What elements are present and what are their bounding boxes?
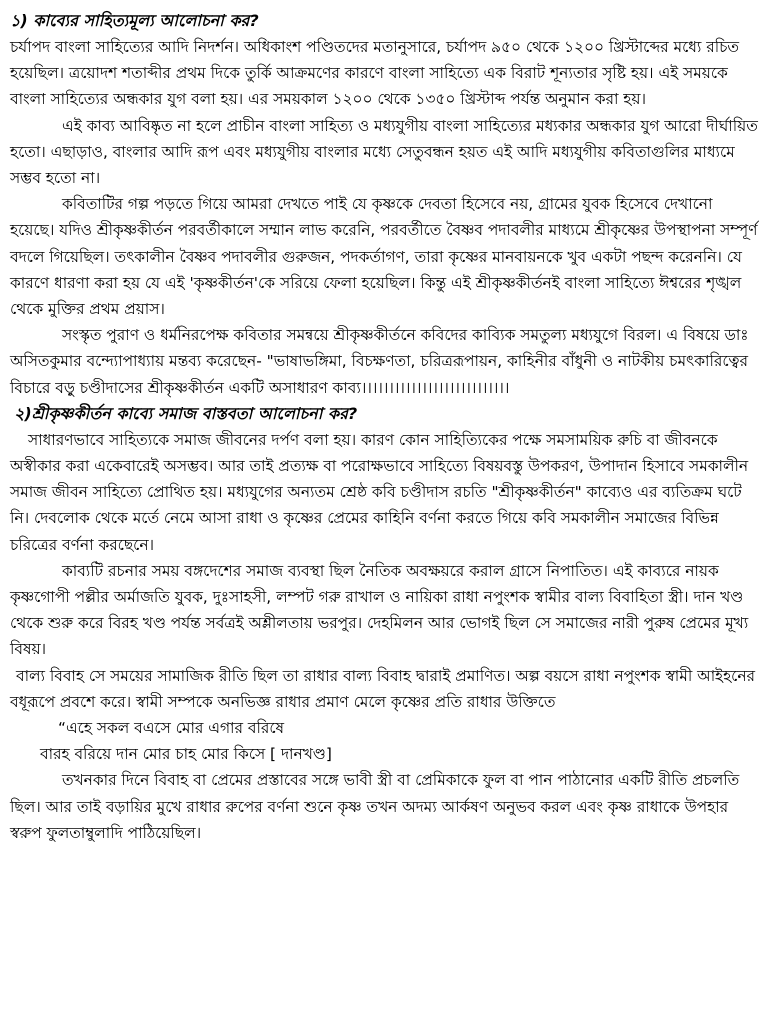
quote-line-2: বারহ বরিয়ে দান মোর চাহ মোর কিসে [ দানখণ্ড] <box>40 745 332 764</box>
section-1-paragraph-2: এই কাব্য আবিষ্কৃত না হলে প্রাচীন বাংলা সাহিত্য ও মধ্যযুগীয় বাংলা সাহিত্যের মধ্যকার অন্ধকার যুগ আরো দীর্ঘায়িত হতো। এছাড়াও, বাংলার আদি রূপ এবং মধ্যযুগীয় বাংলার মধ্যে সেতুবন্ধন হয়ত এই আদি মধ্যযুগীয় কবিতাগুলির মাধ্যমে সম্ভব হতো না। <box>10 116 758 188</box>
section-1-heading: ১) কাব্যের সাহিত্যমূল্য আলোচনা কর? <box>10 11 259 30</box>
section-2-paragraph-1: সাধারণভাবে সাহিত্যকে সমাজ জীবনের দর্পণ বলা হয়। কারণ কোন সাহিত্যিকের পক্ষে সমসাময়িক রুচি বা জীবনকে অস্বীকার করা একেবারেই অসম্ভব। আর তাই প্রত্যক্ষ বা পরোক্ষভাবে সাহিত্যে বিষয়বস্তু উপকরণ, উপাদান হিসাবে সমকালীন সমাজ জীবন সাহিত্যে প্রোথিত হয়। মধ্যযুগের অন্যতম শ্রেষ্ঠ কবি চণ্ডীদাস রচতি "শ্রীকৃষ্ণকীর্তন" কাব্যেও এর ব্যতিক্রম ঘটে নি। দেবলোক থেকে মর্তে নেমে আসা রাধা ও কৃষ্ণের প্রেমের কাহিনি বর্ণনা করতে গিয়ে কবি সমকালীন সমাজের বিভিন্ন চরিত্রের বর্ণনা করছেনে। <box>10 430 749 554</box>
section-1-paragraph-4: সংস্কৃত পুরাণ ও ধর্মনিরপেক্ষ কবিতার সমন্বয়ে শ্রীকৃষ্ণকীর্তনে কবিদের কাব্যিক সমতুল্য মধ্যযুগে বিরল। এ বিষয়ে ডাঃ অসিতকুমার বন্দ্যোপাধ্যায় মন্তব্য করেছেন- "ভাষাভঙ্গিমা, বিচক্ষণতা, চরিত্ররূপায়ন, কাহিনীর বাঁধুনী ও নাটকীয় চমৎকারিত্বের বিচারে বড়ু চণ্ডীদাসের শ্রীকৃষ্ণকীর্তন একটি অসাধারণ কাব্য।।।।।।।।।।।।।।।।।।।।।।।।।।। <box>10 326 749 397</box>
section-2-paragraph-3: বাল্য বিবাহ সে সময়ের সামাজিক রীতি ছিল তা রাধার বাল্য বিবাহ দ্বারাই প্রমাণিত। অল্প বয়সে রাধা নপুংশক স্বামী আইহনের বধূরূপে প্রবশে করে। স্বামী সম্পকে অনভিজ্ঞ রাধার প্রমাণ মেলে কৃষ্ণের প্রতি রাধার উক্তিতে <box>10 666 755 711</box>
section-1-paragraph-1: চর্যাপদ বাংলা সাহিত্যের আদি নিদর্শন। অধিকাংশ পণ্ডিতদের মতানুসারে, চর্যাপদ ৯৫০ থেকে ১২০০ খ্রিস্টাব্দের মধ্যে রচিত হয়েছিল। ত্রয়োদশ শতাব্দীর প্রথম দিকে তুর্কি আক্রমণের কারণে বাংলা সাহিত্যে এক বিরাট শূন্যতার সৃষ্টি হয়। এই সময়কে বাংলা সাহিত্যের অন্ধকার যুগ বলা হয়। এর সময়কাল ১২০০ থেকে ১৩৫০ খ্রিস্টাব্দ পর্যন্ত অনুমান করা হয়। <box>10 38 739 109</box>
section-2-heading: ২)শ্রীকৃষ্ণকীর্তন কাব্যে সমাজ বাস্তবতা আলোচনা কর? <box>14 403 358 423</box>
section-1-paragraph-3: কবিতাটির গল্প পড়তে গিয়ে আমরা দেখতে পাই যে কৃষ্ণকে দেবতা হিসেবে নয়, গ্রামের যুবক হিসেবে দেখানো হয়েছে। যদিও শ্রীকৃষ্ণকীর্তন পরবর্তীকালে সম্মান লাভ করেনি, পরবর্তীতে বৈষ্ণব পদাবলীর মাধ্যমে শ্রীকৃষ্ণের উপস্থাপনা সম্পূর্ণ বদলে গিয়েছিল। তৎকালীন বৈষ্ণব পদাবলীর গুরুজন, পদকর্তাগণ, তারা কৃষ্ণের মানবায়নকে খুব একটা পছন্দ করেননি। যে কারণে ধারণা করা হয় যে এই 'কৃষ্ণকীর্তন'কে সরিয়ে ফেলা হয়েছিল। কিন্তু এই শ্রীকৃষ্ণকীর্তনই বাংলা সাহিত্যে ঈশ্বরের শৃঙ্খল থেকে মুক্তির প্রথম প্রয়াস। <box>10 195 758 319</box>
section-2-closing-paragraph: তখনকার দিনে বিবাহ বা প্রেমের প্রস্তাবের সঙ্গে ভাবী স্ত্রী বা প্রেমিকাকে ফুল বা পান পাঠানোর একটি রীতি প্রচলতি ছিল। আর তাই বড়ায়ির মুখে রাধার রুপের বর্ণনা শুনে কৃষ্ণ তখন অদম্য আর্কষণ অনুভব করল এবং কৃষ্ণ রাধাকে উপহার স্বরুপ ফুলতাম্বুলাদি পাঠিয়েছিল। <box>10 771 740 842</box>
section-2-paragraph-2: কাব্যটি রচনার সময় বঙ্গদেশের সমাজ ব্যবস্থা ছিল নৈতিক অবক্ষয়রে করাল গ্রাসে নিপাতিত। এই কাব্যরে নায়ক কৃষ্ণগোপী পল্লীর অর্মাজতি যুবক, দুঃসাহসী, লম্পট গরু রাখাল ও নায়িকা রাধা নপুংশক স্বামীর বাল্য বিবাহিতা স্ত্রী। দান খণ্ড থেকে শুরু করে বিরহ খণ্ড পর্যন্ত সর্বত্রই অশ্লীলতায় ভরপুর। দেহমিলন আর ভোগই ছিল সে সমাজের নারী পুরুষ প্রেমের মূখ্য বিষয়। <box>10 561 749 659</box>
quote-line-1: “এহে সকল বএসে মোর এগার বরিষে <box>58 719 284 738</box>
